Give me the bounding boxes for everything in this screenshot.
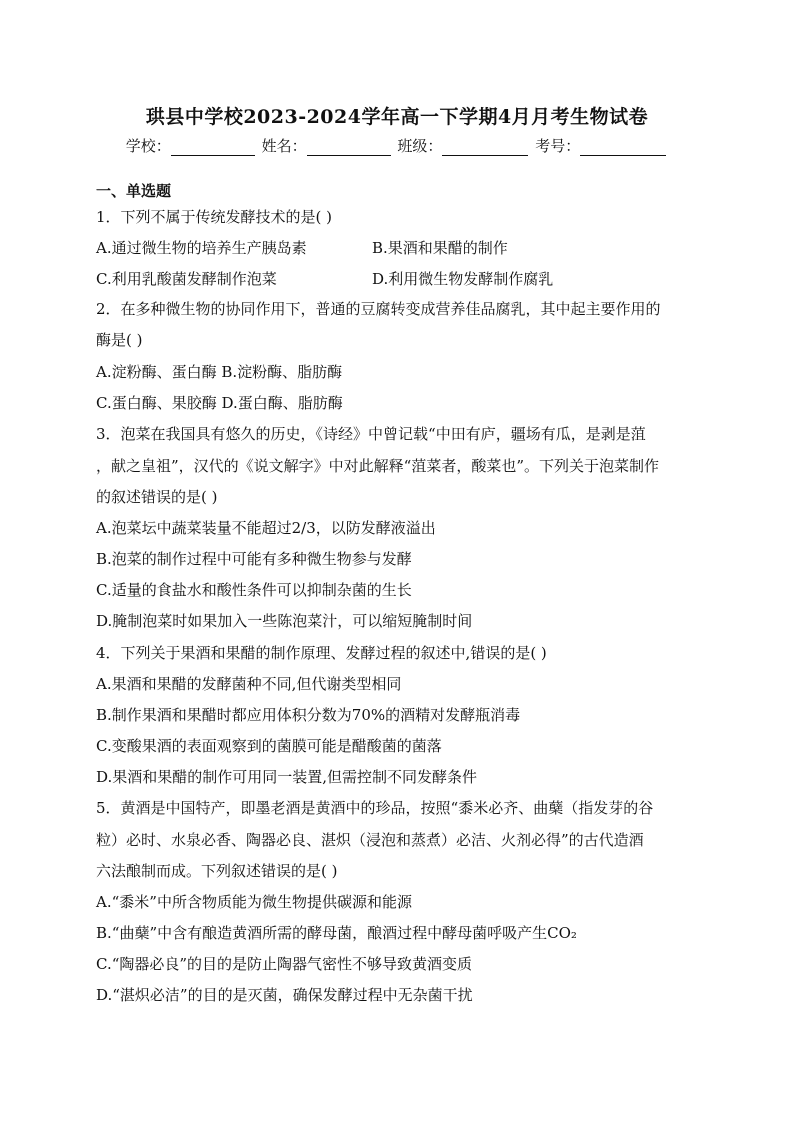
question-5-option-d[interactable]: D.“湛炽必洁”的目的是灭菌，确保发酵过程中无杂菌干扰 bbox=[96, 986, 473, 1004]
exam-no-blank[interactable] bbox=[580, 139, 666, 156]
question-4-option-c[interactable]: C.变酸果酒的表面观察到的菌膜可能是醋酸菌的菌落 bbox=[96, 737, 442, 755]
question-1-stem: 1．下列不属于传统发酵技术的是( ) bbox=[96, 208, 333, 226]
question-4-stem: 4．下列关于果酒和果醋的制作原理、发酵过程的叙述中,错误的是( ) bbox=[96, 644, 547, 662]
question-4-option-b[interactable]: B.制作果酒和果醋时都应用体积分数为70%的酒精对发酵瓶消毒 bbox=[96, 706, 521, 724]
question-3-option-d[interactable]: D.腌制泡菜时如果加入一些陈泡菜汁，可以缩短腌制时间 bbox=[96, 612, 473, 630]
question-5-stem-line-2: 粒）必时、水泉必香、陶器必良、湛炽（浸泡和蒸煮）必洁、火剂必得”的古代造酒 bbox=[96, 831, 644, 849]
question-3-option-c[interactable]: C.适量的食盐水和酸性条件可以抑制杂菌的生长 bbox=[96, 581, 412, 599]
question-3-option-b[interactable]: B.泡菜的制作过程中可能有多种微生物参与发酵 bbox=[96, 550, 412, 568]
question-5-stem-line-1: 5．黄酒是中国特产，即墨老酒是黄酒中的珍品，按照“黍米必齐、曲蘖（指发芽的谷 bbox=[96, 799, 654, 817]
question-3-option-a[interactable]: A.泡菜坛中蔬菜装量不能超过2/3，以防发酵液溢出 bbox=[96, 519, 436, 537]
question-4-option-d[interactable]: D.果酒和果醋的制作可用同一装置,但需控制不同发酵条件 bbox=[96, 768, 478, 786]
question-2-stem-line-2: 酶是( ) bbox=[96, 331, 143, 349]
exam-no-label: 考号： bbox=[535, 137, 581, 155]
school-label: 学校： bbox=[125, 137, 171, 155]
question-5-stem-line-3: 六法酿制而成。下列叙述错误的是( ) bbox=[96, 862, 338, 880]
name-label: 姓名： bbox=[261, 137, 307, 155]
question-2-stem-line-1: 2．在多种微生物的协同作用下，普通的豆腐转变成营养佳品腐乳，其中起主要作用的 bbox=[96, 300, 661, 318]
name-blank[interactable] bbox=[307, 139, 391, 156]
question-5-option-b[interactable]: B.“曲蘖”中含有酿造黄酒所需的酵母菌，酿酒过程中酵母菌呼吸产生CO₂ bbox=[96, 924, 577, 942]
question-1-option-b[interactable]: B.果酒和果醋的制作 bbox=[372, 239, 508, 257]
question-2-options-ab[interactable]: A.淀粉酶、蛋白酶 B.淀粉酶、脂肪酶 bbox=[96, 363, 343, 381]
question-1-option-c[interactable]: C.利用乳酸菌发酵制作泡菜 bbox=[96, 270, 277, 288]
question-5-option-c[interactable]: C.“陶器必良”的目的是防止陶器气密性不够导致黄酒变质 bbox=[96, 955, 473, 973]
section-title: 一、单选题 bbox=[96, 182, 172, 200]
question-3-stem-line-1: 3．泡菜在我国具有悠久的历史，《诗经》中曾记载“中田有庐，疆场有瓜，是剥是菹 bbox=[96, 425, 646, 443]
school-blank[interactable] bbox=[171, 139, 255, 156]
student-info-line bbox=[0, 135, 794, 156]
page-title: 珙县中学校2023-2024学年高一下学期4月月考生物试卷 bbox=[145, 106, 649, 128]
question-1-option-a[interactable]: A.通过微生物的培养生产胰岛素 bbox=[96, 239, 307, 257]
question-5-option-a[interactable]: A.“黍米”中所含物质能为微生物提供碳源和能源 bbox=[96, 893, 412, 911]
question-3-stem-line-3: 的叙述错误的是( ) bbox=[96, 488, 218, 506]
class-label: 班级： bbox=[397, 137, 443, 155]
class-blank[interactable] bbox=[442, 139, 528, 156]
question-4-option-a[interactable]: A.果酒和果醋的发酵菌种不同,但代谢类型相同 bbox=[96, 675, 402, 693]
question-2-options-cd[interactable]: C.蛋白酶、果胶酶 D.蛋白酶、脂肪酶 bbox=[96, 394, 343, 412]
question-1-option-d[interactable]: D.利用微生物发酵制作腐乳 bbox=[372, 270, 554, 288]
question-3-stem-line-2: ，献之皇祖”，汉代的《说文解字》中对此解释“菹菜者，酸菜也”。下列关于泡菜制作 bbox=[96, 457, 660, 475]
